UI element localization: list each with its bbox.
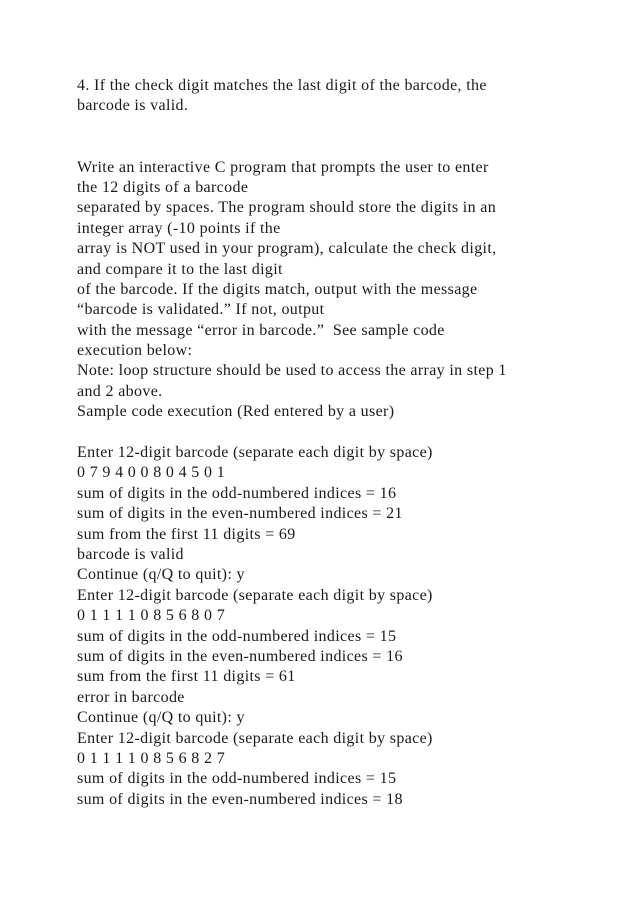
- sample-output-line: sum of digits in the odd-numbered indices = 15: [77, 770, 397, 788]
- blank-line: [77, 423, 577, 443]
- instruction-line: execution below:: [77, 342, 193, 360]
- sample-output-line: Enter 12-digit barcode (separate each digit by space): [77, 729, 433, 747]
- sample-output-line: sum of digits in the odd-numbered indices = 16: [77, 484, 397, 502]
- sample-output-line: sum of digits in the even-numbered indices = 21: [77, 505, 403, 523]
- blank-line: [77, 137, 577, 157]
- note-line: Note: loop structure should be used to access the array in step 1: [77, 362, 507, 380]
- sample-output-line: sum from the first 11 digits = 69: [77, 525, 296, 543]
- sample-output-line: Continue (q/Q to quit): y: [77, 709, 245, 727]
- sample-input-line: 0 1 1 1 1 0 8 5 6 8 2 7: [77, 749, 226, 767]
- instruction-line: and compare it to the last digit: [77, 260, 283, 278]
- step4-line-1: 4. If the check digit matches the last digit of the barcode, the: [77, 77, 487, 94]
- step4-line-2: barcode is valid.: [77, 97, 189, 115]
- note-line: and 2 above.: [77, 382, 163, 400]
- sample-output-line: error in barcode: [77, 688, 185, 706]
- sample-heading: Sample code execution (Red entered by a user): [77, 403, 395, 421]
- instruction-line: separated by spaces. The program should store the digits in an: [77, 199, 497, 217]
- sample-input-line: 0 7 9 4 0 0 8 0 4 5 0 1: [77, 464, 226, 482]
- document-body: [77, 76, 577, 810]
- sample-output-line: sum from the first 11 digits = 61: [77, 668, 296, 686]
- instruction-line: array is NOT used in your program), calculate the check digit,: [77, 240, 497, 258]
- sample-output-line: sum of digits in the even-numbered indices = 16: [77, 647, 403, 665]
- instruction-line: integer array (-10 points if the: [77, 219, 281, 237]
- instruction-line: with the message “error in barcode.” See sample code: [77, 321, 445, 339]
- blank-line: [77, 117, 577, 137]
- instruction-line: Write an interactive C program that prompts the user to enter: [77, 158, 489, 176]
- sample-input-line: 0 1 1 1 1 0 8 5 6 8 0 7: [77, 607, 226, 625]
- sample-output-line: sum of digits in the even-numbered indices = 18: [77, 790, 403, 808]
- sample-output-line: Continue (q/Q to quit): y: [77, 566, 245, 584]
- sample-output-line: barcode is valid: [77, 545, 184, 563]
- sample-output-line: sum of digits in the odd-numbered indices = 15: [77, 627, 397, 645]
- sample-output-line: Enter 12-digit barcode (separate each digit by space): [77, 444, 433, 462]
- instruction-line: of the barcode. If the digits match, output with the message: [77, 280, 478, 298]
- instruction-line: “barcode is validated.” If not, output: [77, 301, 325, 319]
- sample-output-line: Enter 12-digit barcode (separate each digit by space): [77, 586, 433, 604]
- instruction-line: the 12 digits of a barcode: [77, 178, 249, 196]
